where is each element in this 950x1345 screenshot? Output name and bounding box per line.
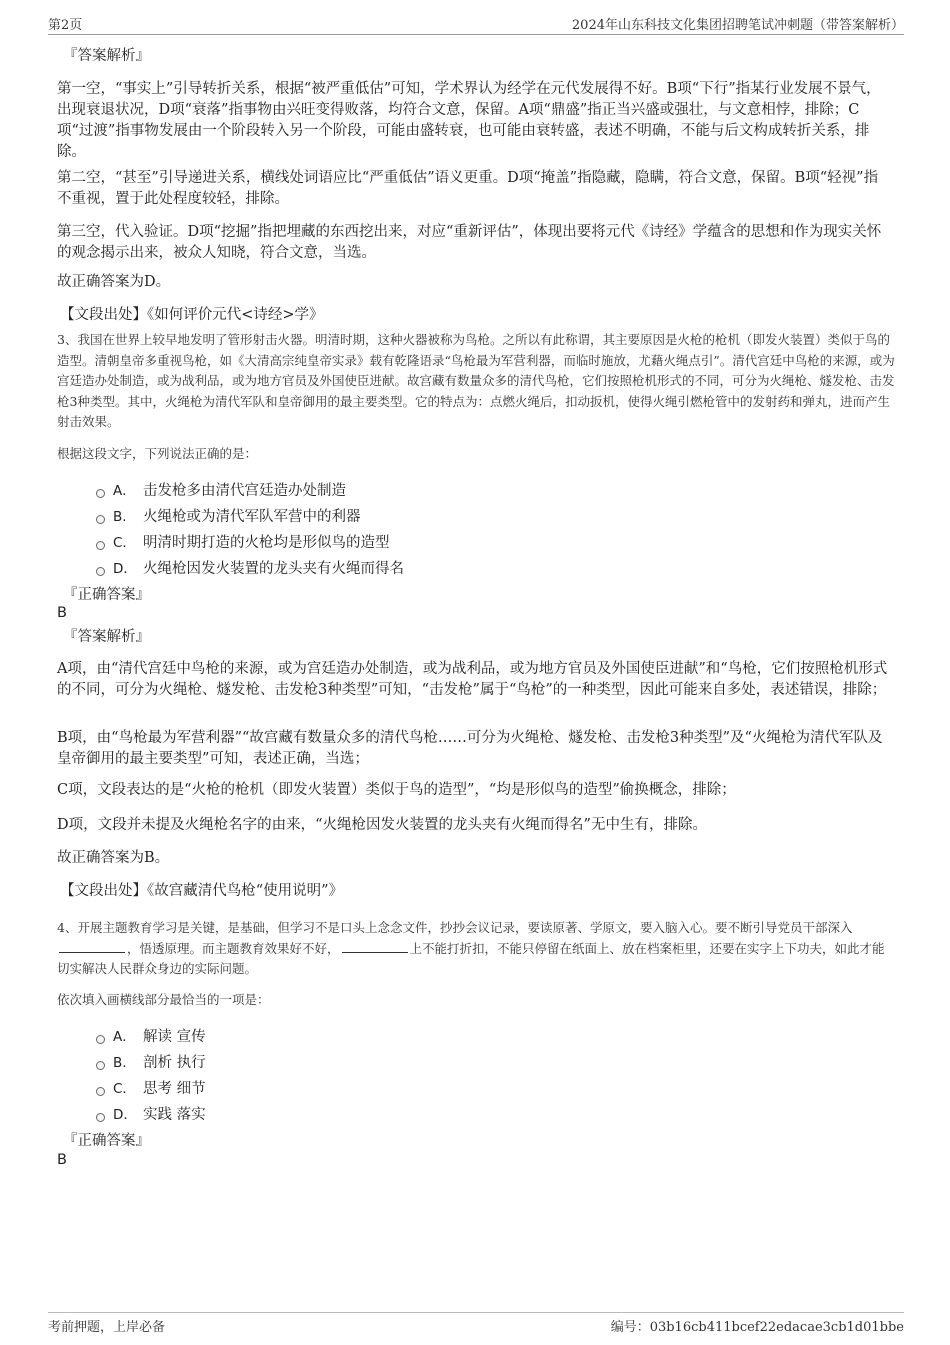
option-letter: D．: [113, 561, 137, 577]
option-letter: A．: [113, 1029, 136, 1045]
option-letter: C．: [113, 1081, 136, 1097]
correct-answer: B: [57, 605, 67, 621]
question-prompt: 根据这段文字，下列说法正确的是：: [57, 446, 258, 461]
analysis-paragraph: C项，文段表达的是“火枪的枪机（即发火装置）类似于鸟的造型”，“均是形似鸟的造型”偷换概念，排除；: [57, 782, 736, 798]
option-letter: C．: [113, 535, 136, 551]
page-footer: [48, 1312, 904, 1335]
option-text: 解读 宣传: [143, 1029, 206, 1045]
option-letter: B.: [113, 1055, 127, 1071]
radio-icon[interactable]: [96, 1035, 105, 1044]
correct-answer-tag: 『正确答案』: [63, 587, 150, 603]
option-text: 明清时期打造的火枪均是形似鸟的造型: [143, 535, 390, 551]
analysis-paragraph: A项，由“清代宫廷中鸟枪的来源，或为宫廷造办处制造，或为战利品，或为地方官员及外国使臣进献”和“鸟枪，它们按照枪机形式的不同，可分为火绳枪、燧发枪、击发枪3种类型”可知，“击发枪”属于“鸟枪”的一种类型，因此可能来自多处，表述错误，排除；: [57, 661, 888, 698]
analysis-paragraph: 第二空，“甚至”引导递进关系，横线处词语应比“严重低估”语义更重。D项“掩盖”指隐藏，隐瞒，符合文意，保留。B项“轻视”指不重视，置于此处程度较轻，排除。: [57, 170, 879, 207]
option-a[interactable]: [96, 481, 346, 502]
fill-blank: [59, 940, 125, 953]
option-c[interactable]: [96, 533, 390, 554]
radio-icon[interactable]: [96, 515, 105, 524]
option-letter: D．: [113, 1107, 137, 1123]
source-citation: 【文段出处】《如何评价元代<诗经>学》: [60, 307, 324, 323]
radio-icon[interactable]: [96, 1113, 105, 1122]
question-stem: 4、开展主题教育学习是关键，是基础，但学习不是口头上念念文件，抄抄会议记录，要读原著、学原文，要入脑入心。要不断引导党员干部深入，悟透原理。而主题教育效果好不好， 上不能打折扣，不能只停留在纸面上、放在档案柜里，还要在实字上下功夫，如此才能切实解决人民群众身边的实际问题。: [57, 920, 885, 976]
option-d[interactable]: [96, 559, 404, 580]
analysis-paragraph: B项，由“鸟枪最为军营利器”“故宫藏有数量众多的清代鸟枪……可分为火绳枪、燧发枪、击发枪3种类型”及“火绳枪为清代军队及皇帝御用的最主要类型”可知，表述正确，当选；: [57, 730, 883, 767]
source-citation: 【文段出处】《故宫藏清代鸟枪“使用说明”》: [60, 883, 344, 899]
analysis-paragraph: D项，文段并未提及火绳枪名字的由来，“火绳枪因发火装置的龙头夹有火绳而得名”无中生有，排除。: [57, 817, 707, 833]
answer-conclusion: 故正确答案为D。: [57, 274, 171, 290]
option-letter: B.: [113, 509, 127, 525]
page-number: 第2页: [48, 18, 83, 33]
option-d[interactable]: [96, 1105, 206, 1126]
radio-icon[interactable]: [96, 1061, 105, 1070]
correct-answer-tag: 『正确答案』: [63, 1133, 150, 1149]
option-text: 剖析 执行: [143, 1055, 206, 1071]
radio-icon[interactable]: [96, 489, 105, 498]
footer-slogan: 考前押题，上岸必备: [48, 1320, 166, 1335]
option-text: 火绳枪或为清代军队军营中的利器: [143, 509, 361, 525]
radio-icon[interactable]: [96, 1087, 105, 1096]
option-b[interactable]: [96, 507, 361, 528]
question-prompt: 依次填入画横线部分最恰当的一项是：: [57, 992, 270, 1007]
document-code: 编号：03b16cb411bcef22edacae3cb1d01bbe: [610, 1320, 904, 1335]
option-letter: A．: [113, 483, 136, 499]
fill-blank: [342, 940, 408, 953]
option-text: 思考 细节: [143, 1081, 206, 1097]
analysis-tag: 『答案解析』: [63, 629, 150, 645]
option-text: 击发枪多由清代宫廷造办处制造: [143, 483, 346, 499]
answer-conclusion: 故正确答案为B。: [57, 850, 170, 866]
question-stem: 3、我国在世界上较早地发明了管形射击火器。明清时期，这种火器被称为鸟枪。之所以有此称谓，其主要原因是火枪的枪机（即发火装置）类似于鸟的造型。清朝皇帝多重视鸟枪，如《大清高宗纯皇帝实录》载有乾隆语录“鸟枪最为军营利器，而临时施放，尤藉火绳点引”。清代宫廷中鸟枪的来源，或为宫廷造办处制造，或为战利品，或为地方官员及外国使臣进献。故宫藏有数量众多的清代鸟枪，它们按照枪机形式的不同，可分为火绳枪、燧发枪、击发枪3种类型。其中，火绳枪为清代军队和皇帝御用的最主要类型。它的特点为：点燃火绳后，扣动扳机，使得火绳引燃枪管中的发射药和弹丸，进而产生射击效果。: [57, 332, 895, 429]
option-c[interactable]: [96, 1079, 206, 1100]
option-b[interactable]: [96, 1053, 206, 1074]
radio-icon[interactable]: [96, 541, 105, 550]
page-header: [48, 14, 904, 35]
option-text: 火绳枪因发火装置的龙头夹有火绳而得名: [143, 561, 404, 577]
correct-answer: B: [57, 1152, 67, 1168]
option-a[interactable]: [96, 1027, 206, 1048]
analysis-paragraph: 第一空，“事实上”引导转折关系，根据“被严重低估”可知，学术界认为经学在元代发展得不好。B项“下行”指某行业发展不景气，出现衰退状况，D项“衰落”指事物由兴旺变得败落，均符合文意，保留。A项“鼎盛”指正当兴盛或强壮，与文意相悖，排除；C项“过渡”指事物发展由一个阶段转入另一个阶段，可能由盛转衰，也可能由衰转盛，表述不明确，不能与后文构成转折关系，排除。: [57, 81, 881, 160]
analysis-paragraph: 第三空，代入验证。D项“挖掘”指把埋藏的东西挖出来，对应“重新评估”，体现出要将元代《诗经》学蕴含的思想和作为现实关怀的观念揭示出来，被众人知晓，符合文意，当选。: [57, 224, 882, 261]
radio-icon[interactable]: [96, 567, 105, 576]
analysis-tag: 『答案解析』: [63, 48, 150, 64]
document-title: 2024年山东科技文化集团招聘笔试冲刺题（带答案解析）: [571, 18, 904, 33]
option-text: 实践 落实: [143, 1107, 206, 1123]
